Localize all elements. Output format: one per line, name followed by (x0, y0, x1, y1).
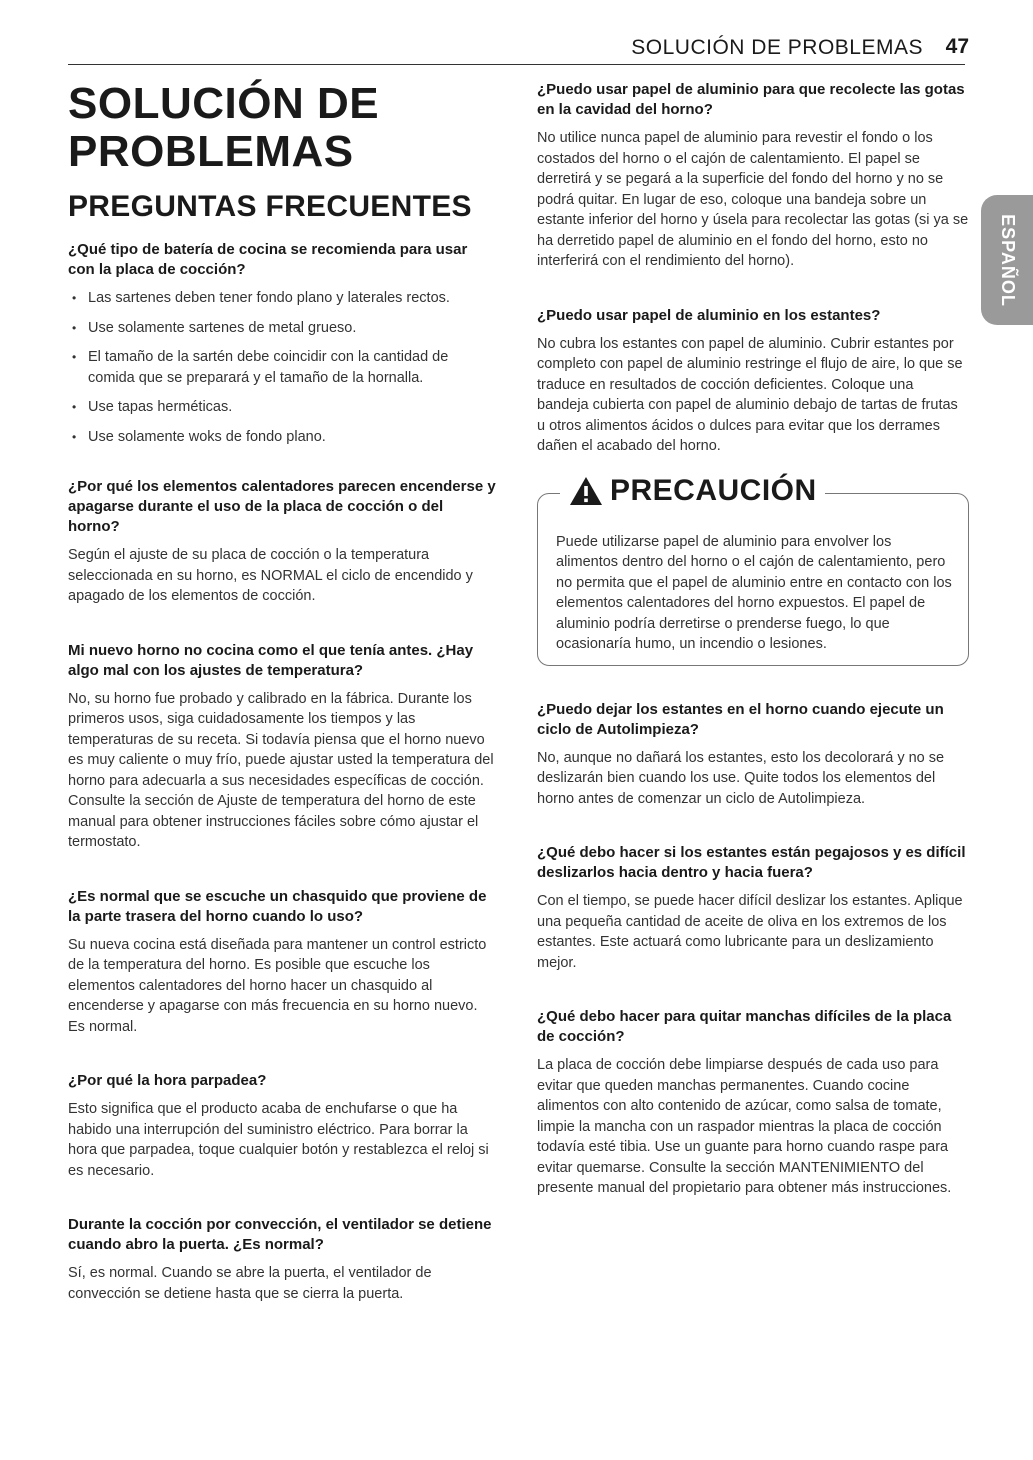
faq-item (537, 1007, 969, 1199)
faq-item (68, 641, 498, 853)
caution-box (537, 473, 969, 666)
bullet-item: • Use solamente sartenes de metal grueso. (68, 318, 498, 339)
faq-answer: Su nueva cocina está diseñada para mantener un control estricto de la temperatura del horno. Es posible que escuche los elementos calentadores del horno hacer un chasquido al encenderse y apagarse con más frecuencia en su horno nuevo. Es normal. (68, 936, 487, 1035)
section-subtitle: PREGUNTAS FRECUENTES (68, 190, 472, 223)
faq-question: ¿Por qué los elementos calentadores parecen encenderse y apagarse durante el uso de la placa de cocción o del horno? (68, 478, 496, 535)
page-title-line1: SOLUCIÓN DE (68, 79, 380, 128)
bullet-list (68, 288, 498, 447)
language-tab-label: ESPAÑOL (997, 213, 1018, 307)
faq-answer: Esto significa que el producto acaba de enchufarse o que ha habido una interrupción del suministro eléctrico. Para borrar la hora que parpadea, toque cualquier botón y restablezca el reloj si es necesario. (68, 1101, 489, 1179)
faq-question: ¿Por qué la hora parpadea? (68, 1072, 267, 1089)
faq-question: ¿Qué debo hacer para quitar manchas difíciles de la placa de cocción? (537, 1008, 952, 1045)
caution-text: Puede utilizarse papel de aluminio para envolver los alimentos dentro del horno o el cajón de calentamiento, pero no permita que el papel de aluminio entre en contacto con los elementos calentadores del horno expuestos. El papel de aluminio podría derretirse o prenderse fuego, lo que ocasionaría humo, un incendio o lesiones. (556, 533, 952, 652)
page-title-line2: PROBLEMAS (68, 127, 354, 176)
faq-answer: No utilice nunca papel de aluminio para revestir el fondo o los costados del horno o el cajón de calentamiento. El papel se derretirá y se pegará a la superficie del fondo del horno y no se podrá quitar. En lugar de eso, coloque una bandeja sobre un estante inferior del horno y úsela para recolectar las gotas (si ya se ha derretido papel de aluminio en el fondo del horno, esto no interferirá con el rendimiento del horno). (537, 130, 969, 269)
faq-question: ¿Es normal que se escuche un chasquido que proviene de la parte trasera del horno cuando lo uso? (68, 887, 487, 925)
faq-answer: La placa de cocción debe limpiarse después de cada uso para evitar que queden manchas permanentes. Cuando cocine alimentos con alto contenido de azúcar, como salsa de tomate, limpie la mancha con un raspador mientras la placa de cocción todavía esté tibia. Use un guante para horno cuando raspe para evitar quemarse. Consulte la sección MANTENIMIENTO del presente manual del propietario para obtener más instrucciones. (537, 1057, 952, 1196)
caution-title: PRECAUCIÓN (610, 473, 817, 507)
faq-item (68, 240, 498, 447)
faq-answer: No, aunque no dañará los estantes, esto los decolorará y no se deslizarán bien cuando los use. Quite todos los elementos del horno antes de comenzar un ciclo de Autolimpieza. (537, 749, 945, 807)
bullet-item: • Las sartenes deben tener fondo plano y laterales rectos. (68, 288, 498, 309)
faq-question: ¿Qué debo hacer si los estantes están pegajosos y es difícil deslizarlos hacia dentro y hacia fuera? (537, 844, 966, 881)
page-number: 47 (945, 35, 969, 58)
faq-answer: Sí, es normal. Cuando se abre la puerta, el ventilador de convección se detiene hasta que se cierra la puerta. (68, 1265, 432, 1302)
bullet-item: • Use tapas herméticas. (68, 397, 498, 418)
faq-item (537, 700, 969, 810)
faq-question: ¿Qué tipo de batería de cocina se recomienda para usar con la placa de cocción? (68, 241, 468, 278)
page-title (68, 80, 498, 176)
faq-answer: Con el tiempo, se puede hacer difícil deslizar los estantes. Aplique una pequeña cantidad de aceite de oliva en los extremos de los estantes. Este actuará como lubricante para un deslizamiento mejor. (537, 893, 963, 971)
faq-question: ¿Puedo dejar los estantes en el horno cuando ejecute un ciclo de Autolimpieza? (537, 700, 944, 738)
bullet-item: • El tamaño de la sartén debe coincidir con la cantidad de comida que se preparará y el tamaño de la hornalla. (68, 347, 498, 388)
faq-item (68, 477, 498, 607)
faq-answer: Según el ajuste de su placa de cocción o la temperatura seleccionada en su horno, es NORMAL el ciclo de encendido y apagado de los elementos de cocción. (68, 547, 473, 604)
right-column (537, 80, 969, 1233)
running-header-title: SOLUCIÓN DE PROBLEMAS (631, 36, 923, 59)
faq-item (537, 80, 969, 272)
faq-question: Durante la cocción por convección, el ventilador se detiene cuando abro la puerta. ¿Es normal? (68, 1216, 492, 1253)
language-tab (981, 195, 1033, 325)
caution-header (560, 474, 825, 508)
warning-icon (568, 475, 604, 507)
faq-item (537, 306, 969, 457)
faq-question: ¿Puedo usar papel de aluminio para que recolecte las gotas en la cavidad del horno? (537, 81, 965, 118)
faq-item (68, 1215, 498, 1304)
faq-item (537, 843, 969, 973)
faq-question: ¿Puedo usar papel de aluminio en los estantes? (537, 306, 881, 324)
header-divider (68, 64, 965, 65)
left-column (68, 80, 498, 1338)
faq-answer: No, su horno fue probado y calibrado en la fábrica. Durante los primeros usos, siga cuidadosamente los tiempos y las temperaturas de su receta. Si todavía piensa que el horno nuevo es muy caliente o muy frío, puede ajustar usted la temperatura del horno para adecuarla a sus necesidades específicas de cocción. Consulte la sección de Ajuste de temperatura del horno de este manual para obtener instrucciones fáciles sobre cómo ajustar el termostato. (68, 690, 494, 850)
faq-item (68, 1071, 498, 1181)
faq-item (68, 887, 498, 1038)
faq-answer: No cubra los estantes con papel de aluminio. Cubrir estantes por completo con papel de aluminio restringe el flujo de aire, lo que se traduce en resultados de cocción deficientes. Coloque una bandeja cubierta con papel de aluminio debajo de tartas de frutas u otros alimentos ácidos o dulces para evitar que los derrames dañen el acabado del horno. (537, 335, 963, 454)
bullet-item: • Use solamente woks de fondo plano. (68, 427, 498, 448)
faq-question: Mi nuevo horno no cocina como el que tenía antes. ¿Hay algo mal con los ajustes de temperatura? (68, 641, 474, 679)
